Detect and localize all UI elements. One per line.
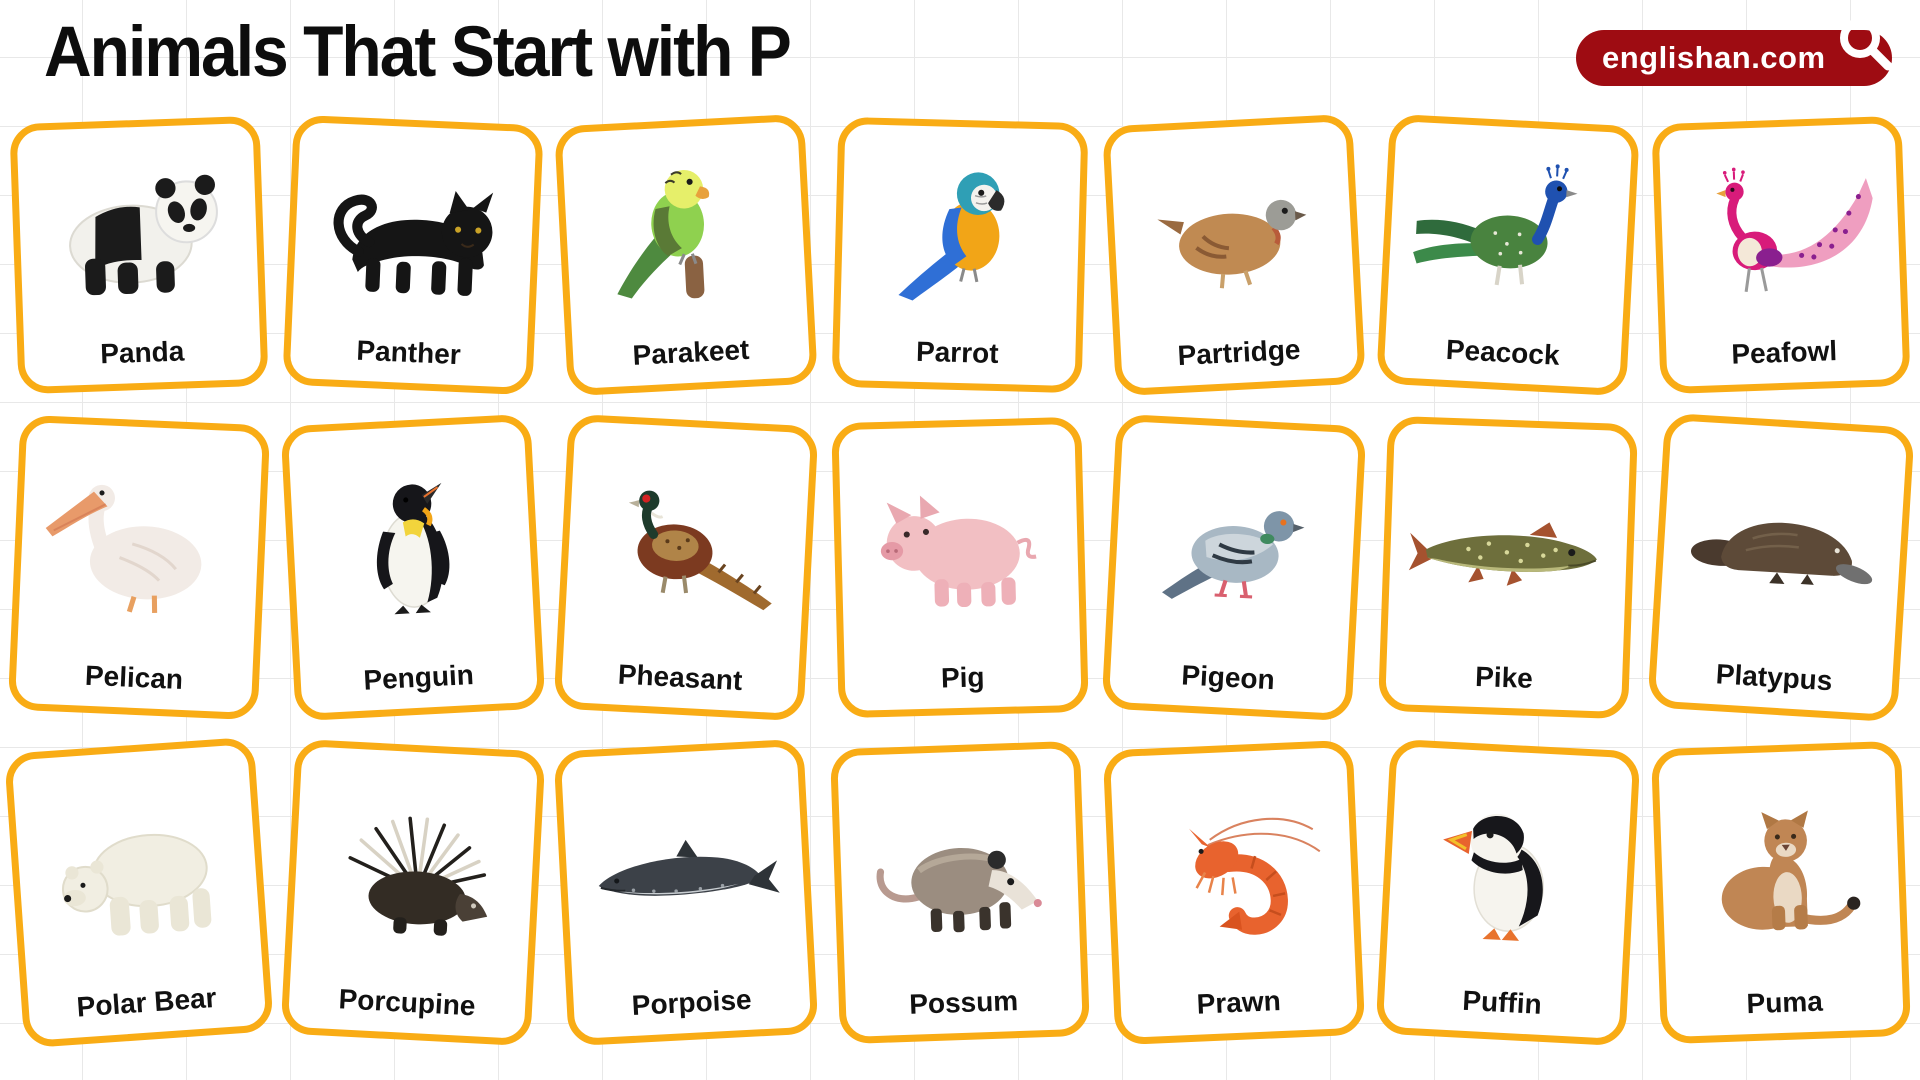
puma-image — [1675, 749, 1886, 993]
animal-label: Parakeet — [632, 333, 751, 371]
animal-label: Prawn — [1195, 985, 1282, 1020]
search-icon — [1834, 12, 1896, 74]
animal-card-pigeon — [1101, 414, 1366, 722]
animal-card-platypus — [1648, 413, 1915, 723]
animal-card-pheasant — [554, 414, 819, 722]
animal-label: Polar Bear — [75, 981, 218, 1023]
animal-card-panther — [282, 115, 543, 396]
animal-card-pike — [1377, 416, 1637, 720]
animal-card-pelican — [8, 415, 270, 721]
peafowl-image — [1675, 124, 1885, 343]
prawn-image — [1126, 748, 1339, 994]
panda-image — [33, 124, 243, 343]
animal-card-parrot — [832, 117, 1089, 393]
animal-label: Platypus — [1715, 658, 1834, 697]
animal-label: Pike — [1474, 660, 1533, 694]
animal-label: Peacock — [1444, 333, 1560, 371]
animal-label: Porpoise — [631, 983, 753, 1021]
card-grid — [14, 120, 1906, 1040]
animal-label: Puma — [1746, 985, 1824, 1020]
animal-label: Penguin — [362, 658, 475, 696]
animal-label: Parrot — [915, 335, 1000, 370]
possum-image — [854, 749, 1065, 993]
porpoise-image — [578, 747, 793, 994]
animal-label: Porcupine — [337, 983, 476, 1022]
peacock-image — [1402, 122, 1616, 344]
animal-label: Puffin — [1461, 984, 1543, 1020]
animal-card-penguin — [280, 414, 545, 722]
animal-card-polar-bear — [4, 737, 274, 1049]
partridge-image — [1126, 122, 1340, 344]
site-badge-text: englishan.com — [1602, 40, 1826, 75]
puffin-image — [1401, 747, 1616, 994]
pigeon-image — [1127, 422, 1342, 669]
polar-bear-image — [28, 745, 247, 996]
animal-card-porpoise — [554, 739, 819, 1047]
animal-label: Panther — [355, 334, 462, 371]
site-badge — [1576, 30, 1892, 86]
animal-card-peacock — [1376, 114, 1640, 397]
animal-card-parakeet — [555, 114, 819, 397]
animal-card-peafowl — [1652, 116, 1911, 395]
pig-image — [855, 424, 1064, 666]
platypus-image — [1674, 421, 1891, 670]
animal-card-puma — [1651, 741, 1911, 1045]
animal-label: Panda — [99, 335, 185, 370]
animal-label: Possum — [908, 985, 1019, 1020]
animal-card-prawn — [1103, 740, 1365, 1046]
pelican-image — [33, 423, 246, 669]
pike-image — [1403, 424, 1614, 668]
animal-card-possum — [830, 741, 1090, 1045]
pheasant-image — [580, 422, 795, 669]
animal-label: Partridge — [1176, 333, 1302, 372]
panther-image — [308, 123, 520, 344]
animal-label: Pig — [940, 661, 986, 694]
animal-card-panda — [9, 116, 268, 395]
penguin-image — [304, 422, 519, 669]
parakeet-image — [578, 122, 792, 344]
animal-label: Pelican — [84, 659, 184, 696]
animal-card-porcupine — [280, 739, 545, 1047]
animal-label: Pheasant — [617, 658, 744, 697]
animal-label: Peafowl — [1731, 335, 1838, 370]
animal-card-partridge — [1102, 114, 1366, 397]
page-title: Animals That Start with P — [44, 11, 790, 91]
parrot-image — [856, 124, 1064, 341]
animal-card-puffin — [1375, 739, 1640, 1047]
animal-card-pig — [831, 417, 1088, 718]
animal-label: Pigeon — [1180, 659, 1276, 696]
porcupine-image — [306, 747, 521, 994]
